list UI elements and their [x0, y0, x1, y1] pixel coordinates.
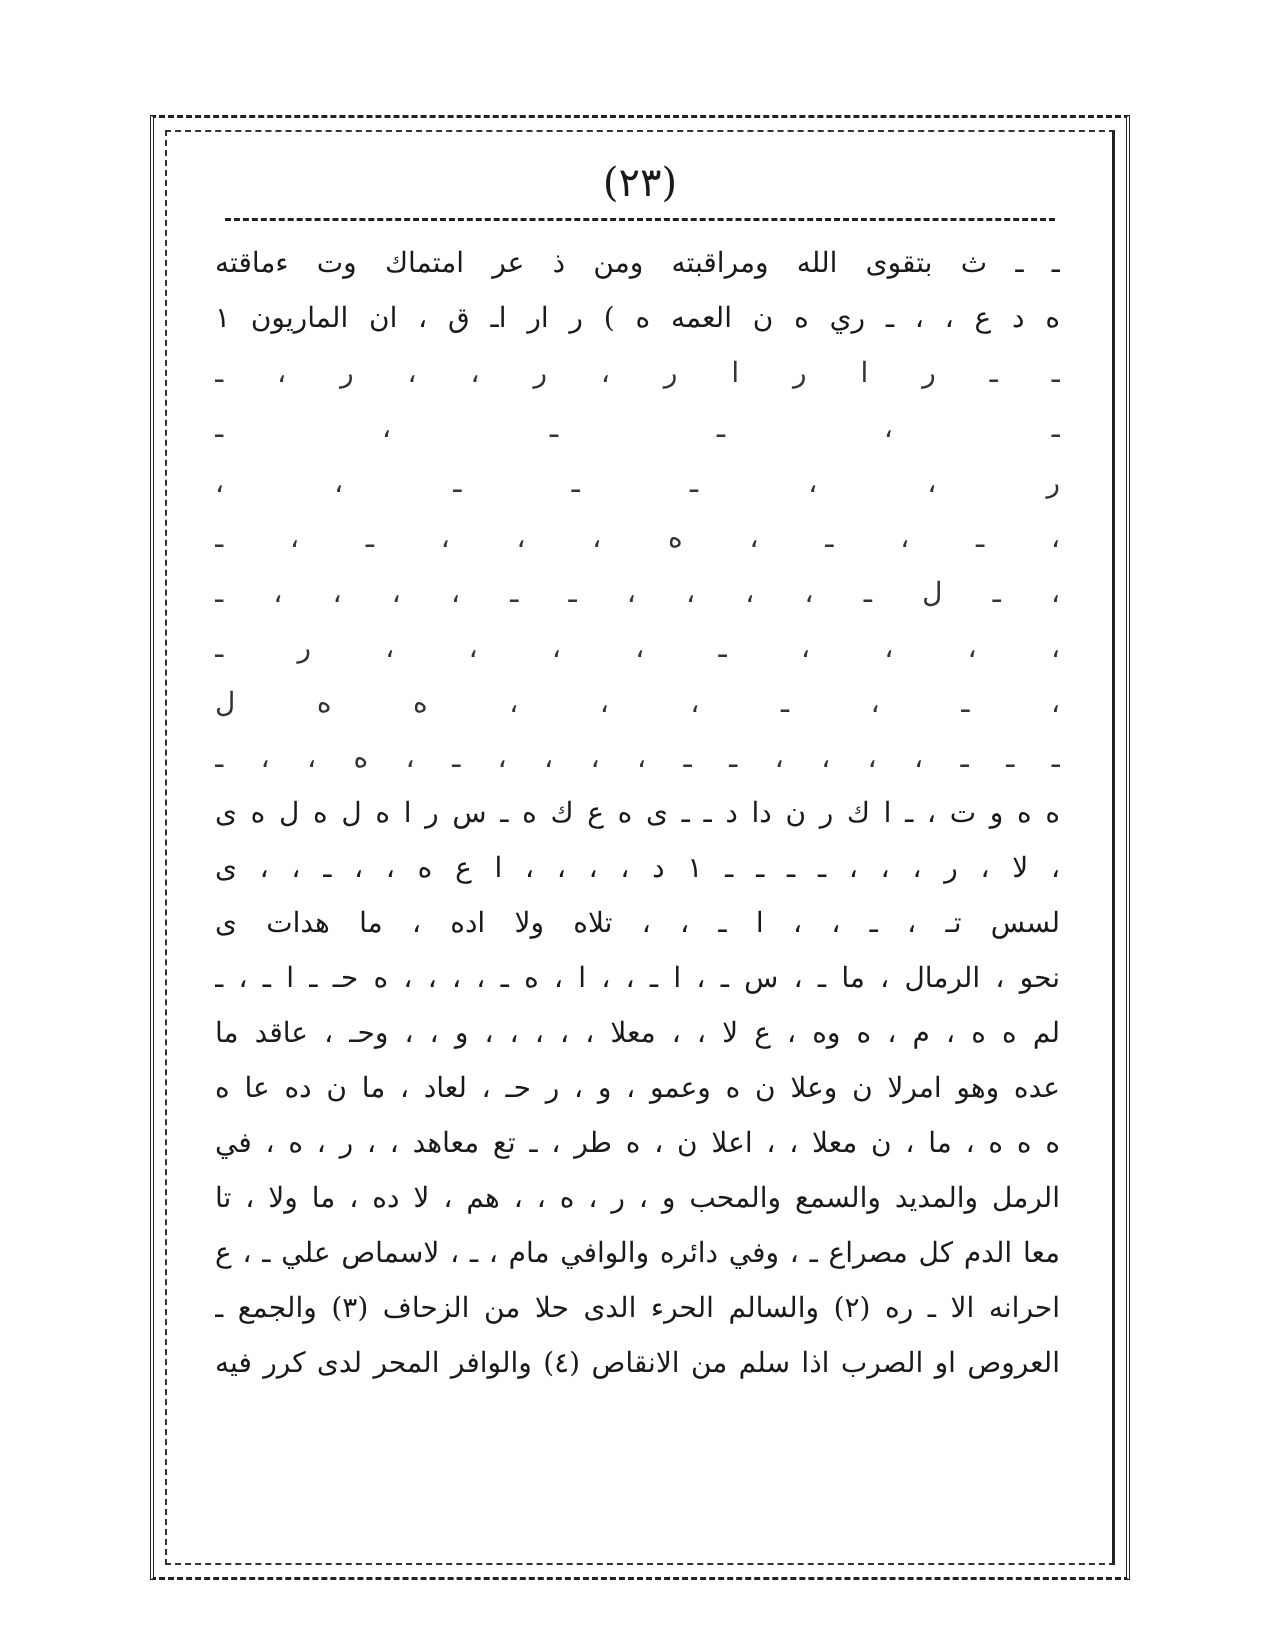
text-line-6: ، ـ ، ـ ، ه ، ، ، ـ ، ـ: [215, 521, 1060, 554]
text-line-2: ه د ع ، ، ـ ري ه ن العمه ه ) ر ار اـ ق ، ان الماريون ١: [215, 301, 1060, 334]
text-line-8: ، ، ، ، ـ ، ، ، ، ر ـ: [215, 631, 1060, 664]
text-line-10: ـ ـ ـ ، ، ، ، ـ ـ ، ، ، ، ـ ، ه ، ، ـ: [215, 741, 1060, 774]
text-line-5: ر ، ، ـ ـ ـ ، ،: [215, 466, 1060, 499]
text-line-11: ه ه و ت ، ـ ا ك ر ن دا د ـ ـ ى ه ع ك ه ـ س ر ا ه ل ه ل ه ى: [215, 796, 1060, 829]
text-line-21: العروص او الصرب اذا سلم من الانقاص (٤) والوافر المحر لدى كرر فيه: [215, 1346, 1060, 1379]
text-line-1: ـ ـ ث بتقوى الله ومراقبته ومن ذ عر امتماك وت ءماقته: [215, 246, 1060, 279]
text-line-7: ، ـ ل ـ ، ، ، ، ـ ـ ، ، ، ، ـ: [215, 576, 1060, 609]
text-line-14: نحو ، الرمال ، ما ـ ، س ـ ، ا ـ ، ، ا ، ه ـ ، ، ، ، ه حـ ـ ا ـ ، ـ: [215, 961, 1060, 994]
text-line-13: لسس تـ ، ـ ، ، ا ـ ، ، تلاه ولا اده ، ما هدات ى: [215, 906, 1060, 939]
page-number: (٢٣): [602, 160, 678, 206]
text-line-9: ، ـ ، ـ ، ، ، ه ه ل: [215, 686, 1060, 719]
text-line-18: الرمل والمديد والسمع والمحب و ، ر ، ه ، ، هم ، لا ده ، ما ولا ، تا: [215, 1181, 1060, 1214]
text-line-20: احرانه الا ـ ره (٢) والسالم الحرء الدى حلا من الزحاف (٣) والجمع ـ: [215, 1291, 1060, 1324]
text-line-12: ، لا ، ر ، ، ، ـ ـ ـ ـ ١ د ، ، ، ، ا ع ه ، ، ـ ، ، ى: [215, 851, 1060, 884]
text-line-19: معا الدم كل مصراع ـ ، وفي دائره والوافي مام ، ـ ، لاسماص علي ـ ، ع: [215, 1236, 1060, 1269]
text-line-16: عده وهو امرلا ن وعلا ن ه وعمو ، و ، ر حـ ، لعاد ، ما ن ده عا ه: [215, 1071, 1060, 1104]
text-line-3: ـ ـ ر ا ر ا ر ، ر ، ، ر ، ـ: [215, 356, 1060, 389]
text-line-4: ـ ، ـ ـ ، ـ: [215, 411, 1060, 444]
text-line-17: ه ه ه ، ما ، ن معلا ، ، اعلا ن ، ه طر ، ـ تع معاهد ، ، ر ، ه ، في: [215, 1126, 1060, 1159]
header-rule: [225, 218, 1055, 221]
body-text: [215, 235, 1060, 1555]
text-line-15: لم ه ه ، م ، ه وه ، ع لا ، ، معلا ، ، ، ، ، و ، ، وحـ ، عاقد ما: [215, 1016, 1060, 1049]
